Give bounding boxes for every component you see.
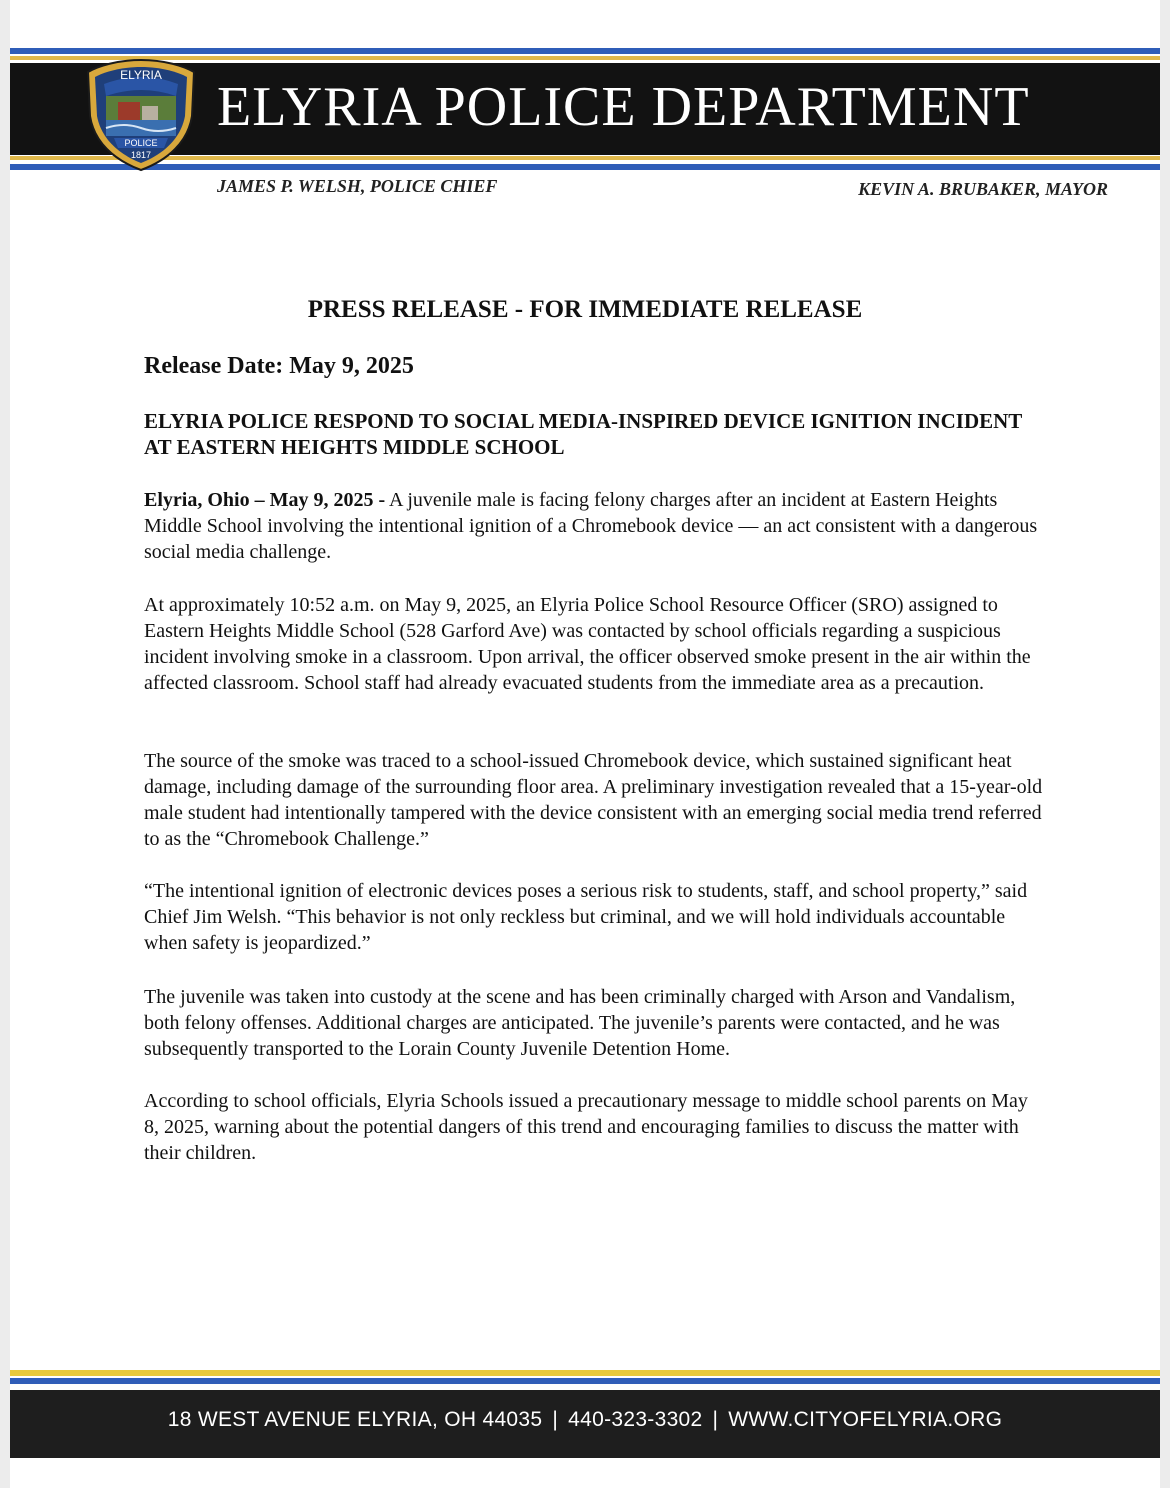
release-date: Release Date: May 9, 2025 <box>144 353 414 379</box>
svg-text:POLICE: POLICE <box>124 138 158 148</box>
footer-blue-stripe <box>10 1378 1160 1384</box>
footer-phone: 440-323-3302 <box>568 1408 703 1431</box>
paragraph-5: The juvenile was taken into custody at the scene and has been criminally charged with Arson and Vandalism, both felony offenses. Additional charges are anticipated. The juvenile’s parents were contacted, and he was subsequently transported to the Lorain County Juvenile Detention Home. <box>144 986 1016 1060</box>
paragraph-2: At approximately 10:52 a.m. on May 9, 2025, an Elyria Police School Resource Officer (SRO) assigned to Eastern Heights Middle School (528 Garford Ave) was contacted by school officials regarding a suspicious incident involving smoke in a classroom. Upon arrival, the officer observed smoke present in the air within the affected classroom. School staff had already evacuated students from the immediate area as a precaution. <box>144 594 1031 694</box>
svg-text:ELYRIA: ELYRIA <box>120 68 162 82</box>
release-subject: ELYRIA POLICE RESPOND TO SOCIAL MEDIA-INSPIRED DEVICE IGNITION INCIDENT AT EASTERN HEIGHTS MIDDLE SCHOOL <box>144 409 1022 459</box>
paragraph-1-text: A juvenile male is facing felony charges after an incident at Eastern Heights Middle School involving the intentional ignition of a Chromebook device — an act consistent with a dangerous social media challenge. <box>144 489 1038 563</box>
department-title: ELYRIA POLICE DEPARTMENT <box>217 76 1030 138</box>
svg-text:1817: 1817 <box>130 150 152 160</box>
mayor-name: KEVIN A. BRUBAKER, MAYOR <box>858 179 1108 199</box>
paragraph-3: The source of the smoke was traced to a school-issued Chromebook device, which sustained significant heat damage, including damage of the surrounding floor area. A preliminary investigation revealed that a 15-year-old male student had intentionally tampered with the device consistent with an emerging social media trend referred to as the “Chromebook Challenge.” <box>144 750 1043 850</box>
paragraph-1 <box>144 487 1044 565</box>
footer-website: WWW.CITYOFELYRIA.ORG <box>728 1408 1003 1431</box>
police-badge-logo-icon <box>84 56 198 174</box>
footer-address: 18 WEST AVENUE ELYRIA, OH 44035 <box>167 1408 543 1431</box>
footer-contact <box>10 1408 1160 1432</box>
paragraph-6: According to school officials, Elyria Schools issued a precautionary message to middle school parents on May 8, 2025, warning about the potential dangers of this trend and encouraging families to discuss the matter with their children. <box>144 1090 1028 1164</box>
dateline: Elyria, Ohio – May 9, 2025 - <box>144 489 386 511</box>
press-release-page <box>10 0 1160 1488</box>
footer-separator: | <box>712 1408 719 1431</box>
footer-gold-stripe <box>10 1370 1160 1376</box>
header-blue-stripe-top <box>10 48 1160 54</box>
police-chief-name: JAMES P. WELSH, POLICE CHIEF <box>217 176 498 196</box>
paragraph-4: “The intentional ignition of electronic devices poses a serious risk to students, staff, and school property,” said Chief Jim Welsh. “This behavior is not only reckless but criminal, and we will hold individuals accountable when safety is jeopardized.” <box>144 880 1028 954</box>
footer-separator: | <box>552 1408 559 1431</box>
press-release-heading: PRESS RELEASE - FOR IMMEDIATE RELEASE <box>307 296 863 323</box>
